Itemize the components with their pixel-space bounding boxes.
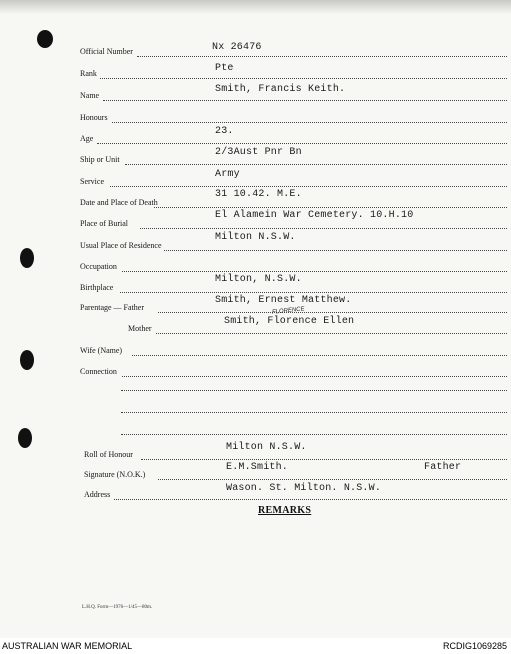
death-row	[0, 189, 511, 211]
dotted-line	[137, 56, 507, 57]
record-id: RCDIG1069285	[442, 641, 507, 651]
signature-relation: Father	[424, 462, 462, 473]
dotted-line	[121, 412, 507, 413]
remarks-heading: REMARKS	[258, 505, 312, 516]
age-label: Age	[80, 134, 94, 143]
address-label: Address	[84, 490, 111, 499]
service-row	[0, 169, 511, 190]
honours-label: Honours	[80, 113, 108, 122]
punch-hole	[18, 428, 32, 448]
handwritten-correction: FLORENCE	[271, 306, 305, 316]
dotted-line	[141, 459, 507, 460]
dotted-line	[158, 479, 507, 480]
birthplace-label: Birthplace	[80, 283, 114, 292]
form-print-code: L.H.Q. Form—1976—1/45—80m.	[82, 605, 153, 610]
dotted-line	[122, 271, 507, 272]
death-value: 31 10.42. M.E.	[215, 189, 302, 200]
father-value: Smith, Ernest Matthew.	[215, 295, 352, 306]
father-label: Parentage — Father	[80, 303, 144, 312]
service-value: Army	[215, 169, 240, 180]
residence-row	[0, 232, 511, 254]
birthplace-value: Milton, N.S.W.	[215, 274, 302, 285]
archive-name: AUSTRALIAN WAR MEMORIAL	[2, 641, 133, 651]
scan-edge-shadow	[0, 0, 511, 14]
service-label: Service	[80, 177, 104, 186]
rank-row	[0, 63, 511, 82]
roll-of-honour-value: Milton N.S.W.	[226, 442, 307, 453]
father-row	[0, 295, 511, 316]
dotted-line	[121, 434, 507, 435]
mother-value: Smith, Florence Ellen	[224, 316, 355, 327]
ship-or-unit-row	[0, 147, 511, 168]
dotted-line	[97, 143, 507, 144]
roll-of-honour-label: Roll of Honour	[84, 450, 133, 459]
dotted-line	[158, 312, 507, 313]
dotted-line	[140, 228, 507, 229]
dotted-line	[121, 390, 507, 391]
dotted-line	[132, 355, 507, 356]
connection-label: Connection	[80, 367, 117, 376]
archive-footer	[0, 639, 511, 654]
dotted-line	[154, 207, 507, 208]
official-number-row	[0, 44, 511, 60]
dotted-line	[112, 122, 507, 123]
address-row	[0, 483, 511, 503]
dotted-line	[164, 250, 507, 251]
mother-label: Mother	[128, 324, 152, 333]
burial-label: Place of Burial	[80, 219, 128, 228]
birthplace-row	[0, 274, 511, 296]
roll-of-honour-row	[0, 442, 511, 463]
dotted-line	[120, 292, 507, 293]
honours-row	[0, 110, 511, 126]
age-value: 23.	[215, 126, 234, 137]
dotted-line	[114, 499, 507, 500]
dotted-line	[110, 186, 507, 187]
residence-label: Usual Place of Residence	[80, 241, 162, 250]
dotted-line	[156, 333, 507, 334]
signature-row	[0, 462, 511, 483]
rank-value: Pte	[215, 63, 234, 74]
wife-label: Wife (Name)	[80, 346, 123, 355]
ship-or-unit-label: Ship or Unit	[80, 155, 120, 164]
signature-label: Signature (N.O.K.)	[84, 470, 146, 479]
burial-row	[0, 210, 511, 232]
occupation-row	[0, 259, 511, 275]
dotted-line	[125, 164, 507, 165]
death-label: Date and Place of Death	[80, 198, 158, 207]
dotted-line	[100, 78, 507, 79]
name-value: Smith, Francis Keith.	[215, 84, 346, 95]
wife-row	[0, 343, 511, 359]
residence-value: Milton N.S.W.	[215, 232, 296, 243]
name-row	[0, 84, 511, 104]
ship-or-unit-value: 2/3Aust Pnr Bn	[215, 147, 302, 158]
rank-label: Rank	[80, 69, 97, 78]
official-number-label: Official Number	[80, 47, 133, 56]
burial-value: El Alamein War Cemetery. 10.H.10	[215, 210, 414, 221]
name-label: Name	[80, 91, 100, 100]
dotted-line	[122, 376, 507, 377]
address-value: Wason. St. Milton. N.S.W.	[226, 483, 382, 494]
occupation-label: Occupation	[80, 262, 117, 271]
signature-value: E.M.Smith.	[226, 462, 289, 473]
official-number-value: Nx 26476	[212, 42, 262, 53]
age-row	[0, 126, 511, 147]
dotted-line	[103, 100, 507, 101]
connection-row	[0, 364, 511, 380]
